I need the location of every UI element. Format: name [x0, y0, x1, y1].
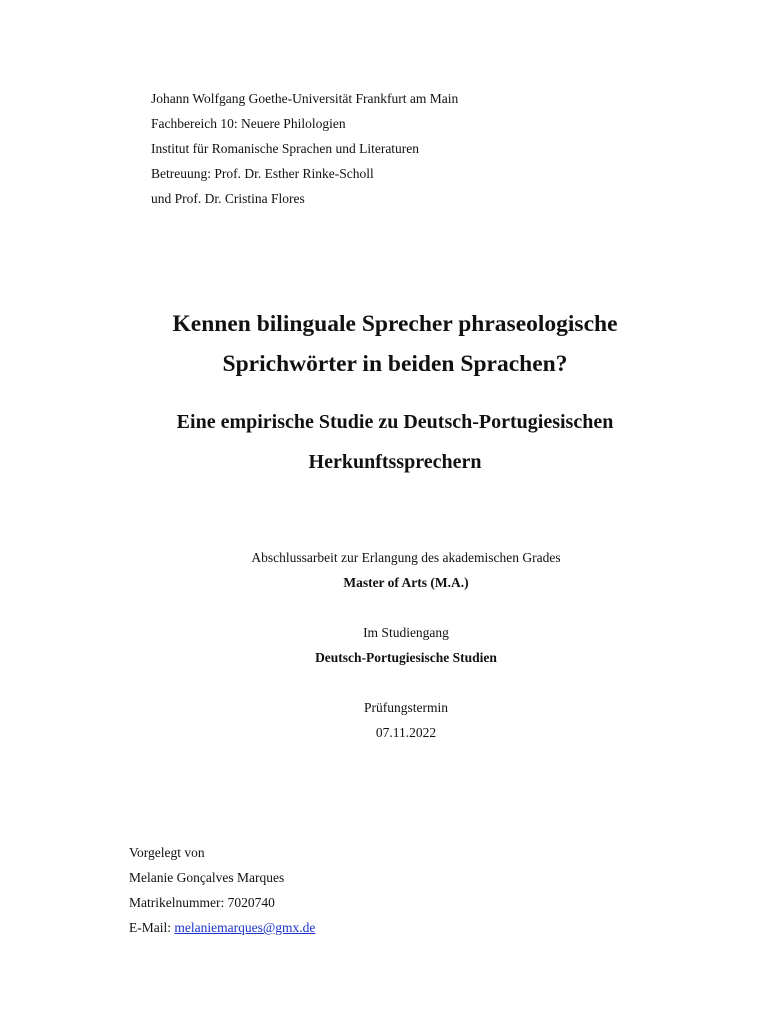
matriculation-number: Matrikelnummer: 7020740 — [129, 895, 275, 910]
email-line — [129, 915, 315, 940]
thesis-subtitle-line-1: Eine empirische Studie zu Deutsch-Portugiesischen — [176, 411, 614, 433]
exam-label: Prüfungstermin — [364, 700, 448, 715]
thesis-title-line-1: Kennen bilinguale Sprecher phraseologische — [172, 311, 618, 337]
exam-block — [0, 695, 770, 745]
program-intro: Im Studiengang — [363, 625, 449, 640]
supervisor-secondary: und Prof. Dr. Cristina Flores — [151, 191, 305, 206]
email-label: E-Mail: — [129, 920, 175, 935]
institute-name: Institut für Romanische Sprachen und Literaturen — [151, 141, 420, 156]
submitted-by-label: Vorgelegt von — [129, 845, 205, 860]
thesis-title-line-2: Sprichwörter in beiden Sprachen? — [222, 351, 568, 377]
degree-block — [0, 545, 770, 595]
email-link[interactable]: melaniemarques@gmx.de — [174, 920, 316, 935]
program-name: Deutsch-Portugiesische Studien — [315, 650, 497, 665]
thesis-subtitle — [0, 402, 770, 482]
degree-intro: Abschlussarbeit zur Erlangung des akademischen Grades — [251, 550, 561, 565]
degree-name: Master of Arts (M.A.) — [343, 575, 469, 590]
thesis-subtitle-line-2: Herkunftssprechern — [308, 451, 482, 473]
program-block — [0, 620, 770, 670]
university-name: Johann Wolfgang Goethe-Universität Frankfurt am Main — [151, 91, 459, 106]
department-name: Fachbereich 10: Neuere Philologien — [151, 116, 346, 131]
thesis-title — [0, 304, 770, 384]
author-name: Melanie Gonçalves Marques — [129, 870, 285, 885]
supervisor-primary: Betreuung: Prof. Dr. Esther Rinke-Scholl — [151, 166, 374, 181]
exam-date: 07.11.2022 — [375, 725, 437, 740]
author-block — [129, 840, 315, 940]
institution-block — [151, 86, 458, 211]
